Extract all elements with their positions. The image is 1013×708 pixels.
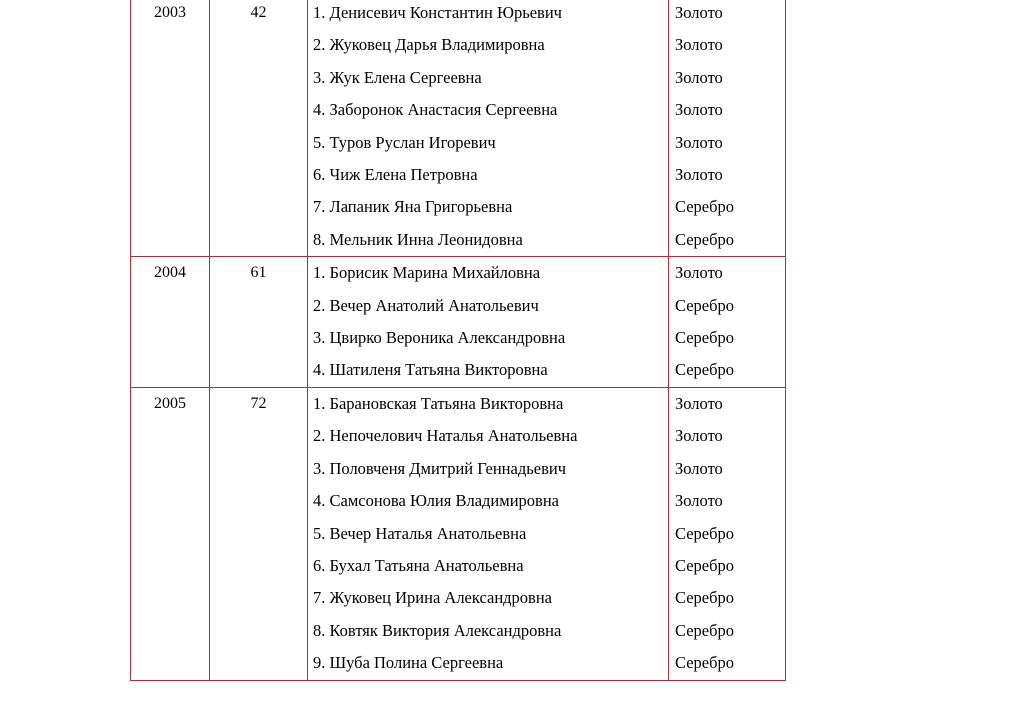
medalist-name: 4. Самсонова Юлия Владимировна (313, 491, 559, 511)
medalist-name: 7. Лапаник Яна Григорьевна (313, 197, 513, 217)
medal-type: Золото (675, 263, 723, 283)
medal-type: Серебро (675, 523, 734, 543)
count-cell (210, 257, 308, 388)
names-cell (308, 257, 669, 388)
medals-cell (669, 387, 786, 680)
medalist-name: 8. Мельник Инна Леонидовна (313, 229, 523, 249)
medalist-name: 1. Денисевич Константин Юрьевич (313, 3, 562, 22)
medalist-name: 3. Жук Елена Сергеевна (313, 67, 482, 87)
medal-type: Золото (675, 132, 723, 152)
medalist-name: 2. Жуковец Дарья Владимировна (313, 35, 545, 55)
year-value: 2004 (154, 264, 186, 282)
year-value: 2003 (154, 4, 186, 21)
year-cell (131, 387, 210, 680)
medalist-name: 1. Борисик Марина Михайловна (313, 263, 541, 283)
medals-cell (669, 257, 786, 388)
medal-type: Золото (675, 491, 723, 511)
medal-type: Золото (675, 393, 723, 413)
medalist-name: 3. Половченя Дмитрий Геннадьевич (313, 458, 566, 478)
medal-type: Золото (675, 165, 723, 185)
medalist-name: 1. Барановская Татьяна Викторовна (313, 393, 564, 413)
medalist-name: 7. Жуковец Ирина Александровна (313, 588, 553, 608)
medalist-name: 4. Шатиленя Татьяна Викторовна (313, 360, 548, 380)
names-cell (308, 387, 669, 680)
medals-cell (669, 0, 786, 257)
table-row-year-group (131, 0, 786, 257)
medal-type: Серебро (675, 653, 734, 673)
medalist-name: 6. Бухал Татьяна Анатольевна (313, 555, 524, 575)
count-value: 61 (250, 264, 267, 282)
medalist-name: 2. Вечер Анатолий Анатольевич (313, 295, 539, 315)
medal-type: Серебро (675, 555, 734, 575)
medalist-name: 5. Туров Руслан Игоревич (313, 132, 496, 152)
medalist-name: 8. Ковтяк Виктория Александровна (313, 620, 562, 640)
medalist-name: 2. Непочелович Наталья Анатольевна (313, 426, 578, 446)
medal-type: Золото (675, 426, 723, 446)
table-row-year-group (131, 257, 786, 388)
year-cell (131, 0, 210, 257)
medalist-name: 4. Заборонок Анастасия Сергеевна (313, 100, 558, 120)
medal-type: Золото (675, 458, 723, 478)
medal-type: Серебро (675, 360, 734, 380)
medalist-name: 5. Вечер Наталья Анатольевна (313, 523, 527, 543)
medal-type: Серебро (675, 197, 734, 217)
names-cell (308, 0, 669, 257)
table-body (131, 0, 786, 680)
count-cell (210, 0, 308, 257)
medal-type: Серебро (675, 588, 734, 608)
medal-type: Золото (675, 67, 723, 87)
year-value: 2005 (154, 394, 186, 412)
medalist-name: 6. Чиж Елена Петровна (313, 165, 478, 185)
year-cell (131, 257, 210, 388)
medalist-name: 9. Шуба Полина Сергеевна (313, 653, 504, 673)
medal-type: Серебро (675, 229, 734, 249)
table-row-year-group (131, 387, 786, 680)
medal-type: Серебро (675, 620, 734, 640)
count-cell (210, 387, 308, 680)
medal-type: Серебро (675, 328, 734, 348)
medalists-table (130, 0, 786, 681)
medal-type: Серебро (675, 295, 734, 315)
count-value: 42 (250, 4, 267, 21)
medal-type: Золото (675, 35, 723, 55)
medal-type: Золото (675, 3, 723, 22)
count-value: 72 (250, 394, 267, 412)
medalist-name: 3. Цвирко Вероника Александровна (313, 328, 566, 348)
medal-type: Золото (675, 100, 723, 120)
